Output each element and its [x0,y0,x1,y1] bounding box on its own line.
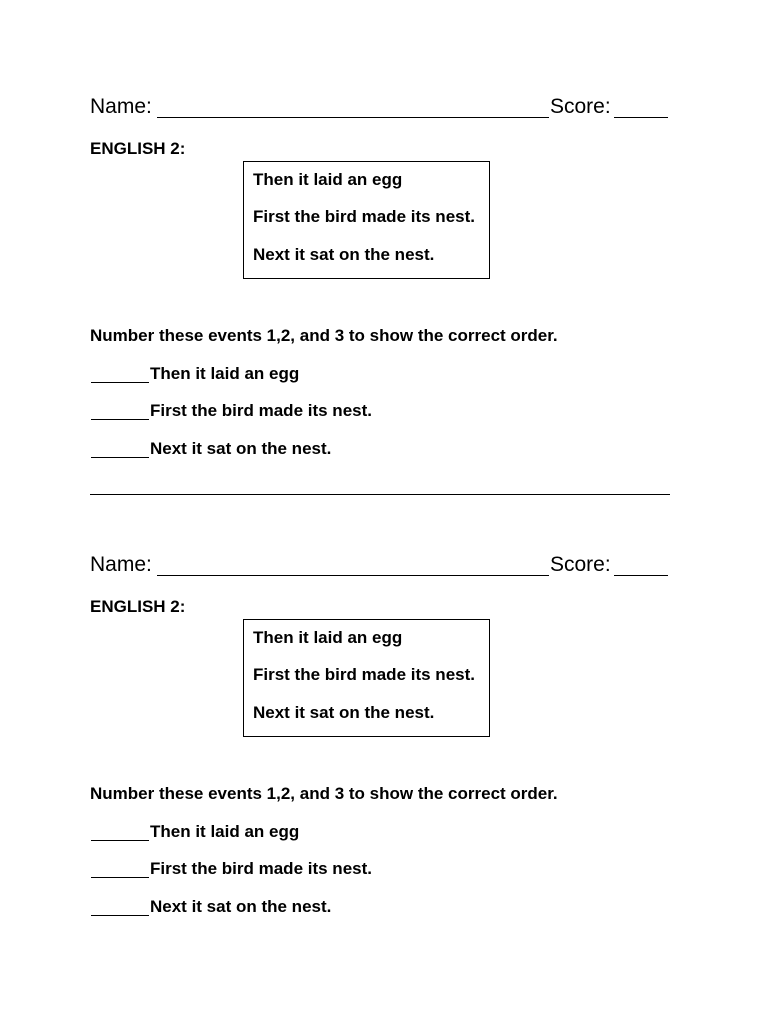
box-item: Then it laid an egg [253,170,403,189]
header-row [90,550,670,580]
answer-text: First the bird made its nest. [150,401,372,420]
box-item: Next it sat on the nest. [253,245,435,264]
name-label: Name: [90,553,152,576]
score-field[interactable] [614,117,668,118]
answer-text: Next it sat on the nest. [150,439,332,458]
subject-label: ENGLISH 2: [90,597,186,616]
event-box [243,619,490,737]
score-label: Score: [550,95,611,118]
answer-text: Then it laid an egg [150,364,300,383]
score-label: Score: [550,553,611,576]
box-item: Then it laid an egg [253,628,403,647]
name-label: Name: [90,95,152,118]
answer-text: Next it sat on the nest. [150,897,332,916]
name-field[interactable] [157,117,549,118]
subject-label: ENGLISH 2: [90,139,186,158]
event-box [243,161,490,279]
header-row [90,92,670,122]
answer-blank[interactable] [91,915,149,916]
name-field[interactable] [157,575,549,576]
cut-line-divider [90,494,670,495]
answer-blank[interactable] [91,382,149,383]
answer-blank[interactable] [91,840,149,841]
answer-text: Then it laid an egg [150,822,300,841]
instruction-text: Number these events 1,2, and 3 to show the correct order. [90,784,558,803]
answer-blank[interactable] [91,419,149,420]
box-item: Next it sat on the nest. [253,703,435,722]
instruction-text: Number these events 1,2, and 3 to show the correct order. [90,326,558,345]
box-item: First the bird made its nest. [253,665,475,684]
answer-blank[interactable] [91,877,149,878]
answer-blank[interactable] [91,457,149,458]
answer-text: First the bird made its nest. [150,859,372,878]
box-item: First the bird made its nest. [253,207,475,226]
score-field[interactable] [614,575,668,576]
